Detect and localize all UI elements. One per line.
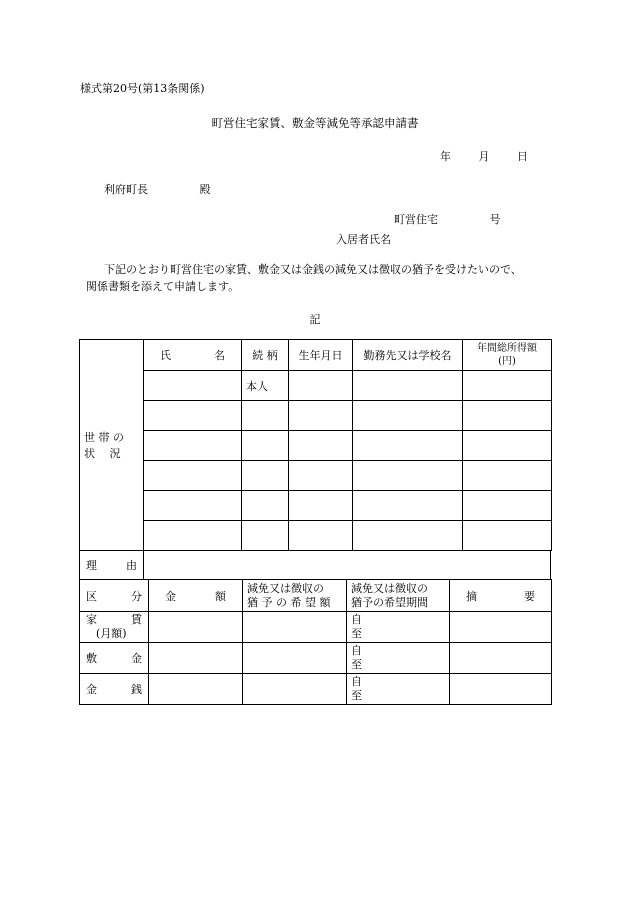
workplace-cell[interactable] <box>353 371 463 401</box>
period-cell[interactable]: 自 至 <box>347 643 450 674</box>
table-row <box>80 674 552 705</box>
header-birthdate: 生年月日 <box>289 340 353 371</box>
relation-cell[interactable] <box>242 431 289 461</box>
table-row <box>80 643 552 674</box>
birthdate-cell[interactable] <box>289 521 353 551</box>
birthdate-cell[interactable] <box>289 461 353 491</box>
household-table <box>79 339 552 551</box>
name-cell[interactable] <box>144 461 242 491</box>
income-cell[interactable] <box>463 371 552 401</box>
desired-amount-cell[interactable] <box>243 643 347 674</box>
header-workplace: 勤務先又は学校名 <box>353 340 463 371</box>
header-category: 区 分 <box>80 580 149 612</box>
household-side-label <box>80 340 144 551</box>
addressee-name: 利府町長 <box>104 183 148 196</box>
workplace-cell[interactable] <box>353 491 463 521</box>
date-line <box>440 148 528 164</box>
date-year-label: 年 <box>440 150 451 163</box>
header-remarks: 摘 要 <box>450 580 552 612</box>
name-cell[interactable] <box>144 401 242 431</box>
header-amount: 金 額 <box>149 580 243 612</box>
header-desired-period: 減免又は徴収の 猶予の希望期間 <box>347 580 450 612</box>
name-cell[interactable] <box>144 521 242 551</box>
addressee <box>104 181 211 197</box>
relation-cell[interactable] <box>242 521 289 551</box>
side-label-line-1: 世 帯 の <box>84 431 124 444</box>
header-relation: 続 柄 <box>242 340 289 371</box>
birthdate-cell[interactable] <box>289 401 353 431</box>
reason-cell[interactable] <box>144 551 551 580</box>
table-row <box>80 401 552 431</box>
table-row <box>80 431 552 461</box>
relation-cell[interactable] <box>242 461 289 491</box>
housing-label: 町営住宅 <box>394 213 438 226</box>
reduction-header-row <box>80 580 552 612</box>
remarks-cell[interactable] <box>450 643 552 674</box>
relation-cell[interactable] <box>242 491 289 521</box>
reason-row <box>80 551 551 580</box>
workplace-cell[interactable] <box>353 461 463 491</box>
name-cell[interactable] <box>144 431 242 461</box>
side-label-line-2: 状 況 <box>84 447 121 460</box>
income-cell[interactable] <box>463 431 552 461</box>
period-cell[interactable]: 自 至 <box>347 674 450 705</box>
reduction-table <box>79 579 552 705</box>
table-row <box>80 491 552 521</box>
header-name: 氏 名 <box>144 340 242 371</box>
income-cell[interactable] <box>463 401 552 431</box>
workplace-cell[interactable] <box>353 431 463 461</box>
table-row <box>80 371 552 401</box>
household-header-row <box>80 340 552 371</box>
name-cell[interactable] <box>144 371 242 401</box>
relation-cell[interactable] <box>242 401 289 431</box>
resident-name-label: 入居者氏名 <box>336 233 391 246</box>
reason-table <box>79 550 551 580</box>
housing-number-suffix: 号 <box>489 213 501 226</box>
amount-cell[interactable] <box>149 643 243 674</box>
amount-cell[interactable] <box>149 674 243 705</box>
ki-heading: 記 <box>309 313 321 326</box>
form-number: 様式第20号(第13条関係) <box>80 82 205 95</box>
name-cell[interactable] <box>144 491 242 521</box>
birthdate-cell[interactable] <box>289 431 353 461</box>
document-title: 町営住宅家賃、敷金等減免等承認申請書 <box>211 116 419 130</box>
income-cell[interactable] <box>463 521 552 551</box>
reason-label: 理 由 <box>80 551 144 580</box>
table-row <box>80 461 552 491</box>
income-cell[interactable] <box>463 491 552 521</box>
remarks-cell[interactable] <box>450 612 552 643</box>
housing-line <box>394 211 501 227</box>
desired-amount-cell[interactable] <box>243 612 347 643</box>
remarks-cell[interactable] <box>450 674 552 705</box>
table-row <box>80 521 552 551</box>
date-day-label: 日 <box>517 150 528 163</box>
money-label: 金 銭 <box>80 674 149 705</box>
body-line-1: 下記のとおり町営住宅の家賃、敷金又は金銭の減免又は徴収の猶予を受けたいので、 <box>104 263 522 276</box>
rent-label: 家 賃 (月額) <box>80 612 149 643</box>
income-cell[interactable] <box>463 461 552 491</box>
addressee-honorific: 殿 <box>199 183 211 196</box>
period-cell[interactable]: 自 至 <box>347 612 450 643</box>
date-month-label: 月 <box>478 150 490 163</box>
body-line-2: 関係書類を添えて申請します。 <box>86 280 240 293</box>
workplace-cell[interactable] <box>353 401 463 431</box>
desired-amount-cell[interactable] <box>243 674 347 705</box>
birthdate-cell[interactable] <box>289 491 353 521</box>
deposit-label: 敷 金 <box>80 643 149 674</box>
relation-cell: 本人 <box>242 371 289 401</box>
birthdate-cell[interactable] <box>289 371 353 401</box>
header-income: 年間総所得額 (円) <box>463 340 552 371</box>
body-text <box>86 261 566 295</box>
table-row <box>80 612 552 643</box>
header-desired-amount: 減免又は徴収の 猶 予 の 希 望 額 <box>243 580 347 612</box>
workplace-cell[interactable] <box>353 521 463 551</box>
amount-cell[interactable] <box>149 612 243 643</box>
